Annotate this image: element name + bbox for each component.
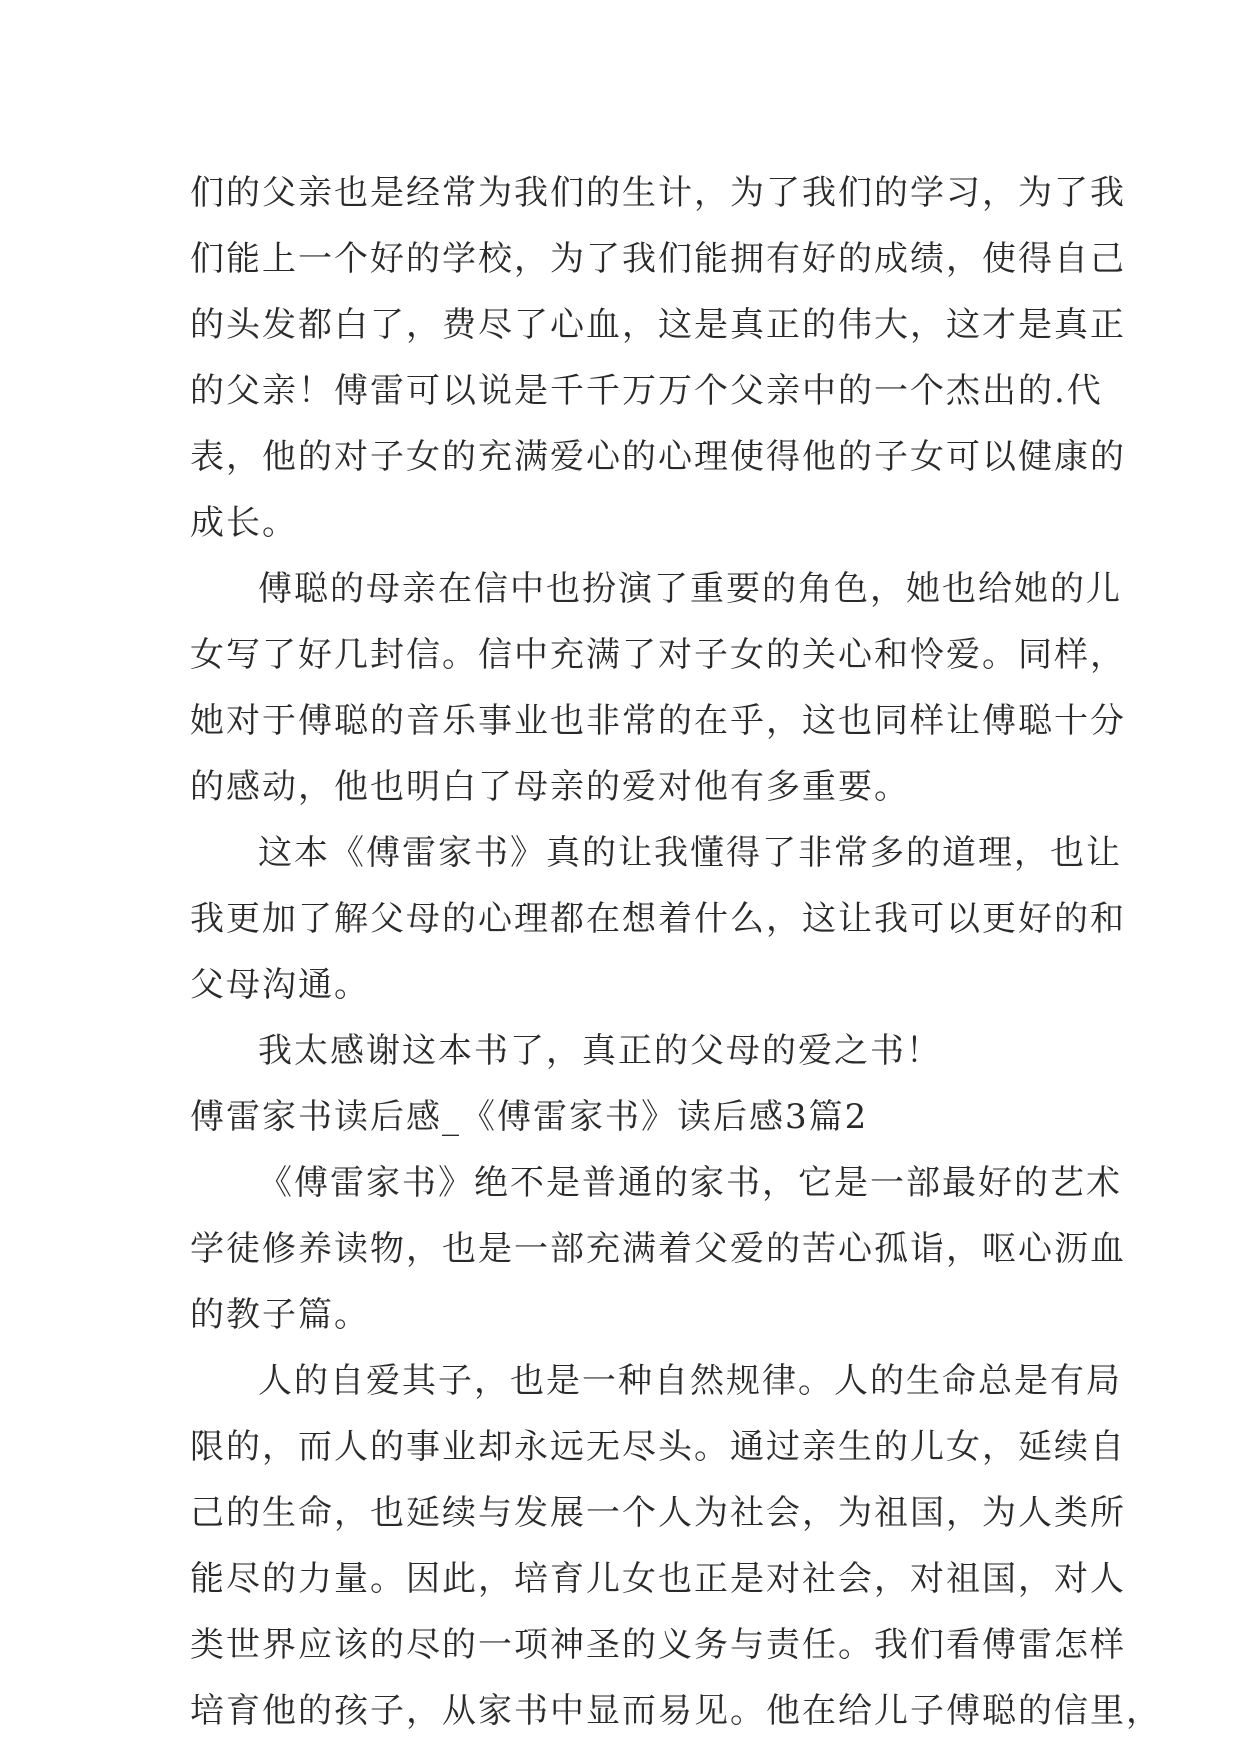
text-line: 父母沟通。: [190, 965, 370, 1005]
text-line: 我更加了解父母的心理都在想着什么，这让我可以更好的和: [190, 899, 1126, 939]
text-line: 她对于傅聪的音乐事业也非常的在乎，这也同样让傅聪十分: [190, 701, 1126, 741]
section-heading: 傅雷家书读后感_《傅雷家书》读后感3篇2: [190, 1097, 869, 1137]
text-line: 女写了好几封信。信中充满了对子女的关心和怜爱。同样，: [190, 635, 1126, 675]
text-line: 能尽的力量。因此，培育儿女也正是对社会，对祖国，对人: [190, 1559, 1126, 1599]
text-line: 限的，而人的事业却永远无尽头。通过亲生的儿女，延续自: [190, 1427, 1126, 1467]
text-line: 傅聪的母亲在信中也扮演了重要的角色，她也给她的儿: [258, 569, 1122, 609]
text-line: 表，他的对子女的充满爱心的心理使得他的子女可以健康的: [190, 437, 1126, 477]
text-line: 这本《傅雷家书》真的让我懂得了非常多的道理，也让: [258, 833, 1122, 873]
text-line: 的感动，他也明白了母亲的爱对他有多重要。: [190, 767, 910, 807]
text-line: 己的生命，也延续与发展一个人为社会，为祖国，为人类所: [190, 1493, 1126, 1533]
text-line: 培育他的孩子，从家书中显而易见。他在给儿子傅聪的信里，: [190, 1691, 1162, 1731]
document-body: [190, 160, 1162, 1744]
text-line: 成长。: [190, 503, 298, 543]
text-line: 们能上一个好的学校，为了我们能拥有好的成绩，使得自己: [190, 239, 1126, 279]
text-line: 我太感谢这本书了，真正的父母的爱之书！: [258, 1031, 942, 1071]
text-line: 的教子篇。: [190, 1295, 370, 1335]
text-line: 类世界应该的尽的一项神圣的义务与责任。我们看傅雷怎样: [190, 1625, 1126, 1665]
text-line: 人的自爱其子，也是一种自然规律。人的生命总是有局: [258, 1361, 1122, 1401]
text-line: 的头发都白了，费尽了心血，这是真正的伟大，这才是真正: [190, 305, 1126, 345]
text-line: 们的父亲也是经常为我们的生计，为了我们的学习，为了我: [190, 173, 1126, 213]
text-line: 的父亲！傅雷可以说是千千万万个父亲中的一个杰出的.代: [190, 371, 1103, 411]
text-line: 《傅雷家书》绝不是普通的家书，它是一部最好的艺术: [258, 1163, 1122, 1203]
text-line: 学徒修养读物，也是一部充满着父爱的苦心孤诣，呕心沥血: [190, 1229, 1126, 1269]
